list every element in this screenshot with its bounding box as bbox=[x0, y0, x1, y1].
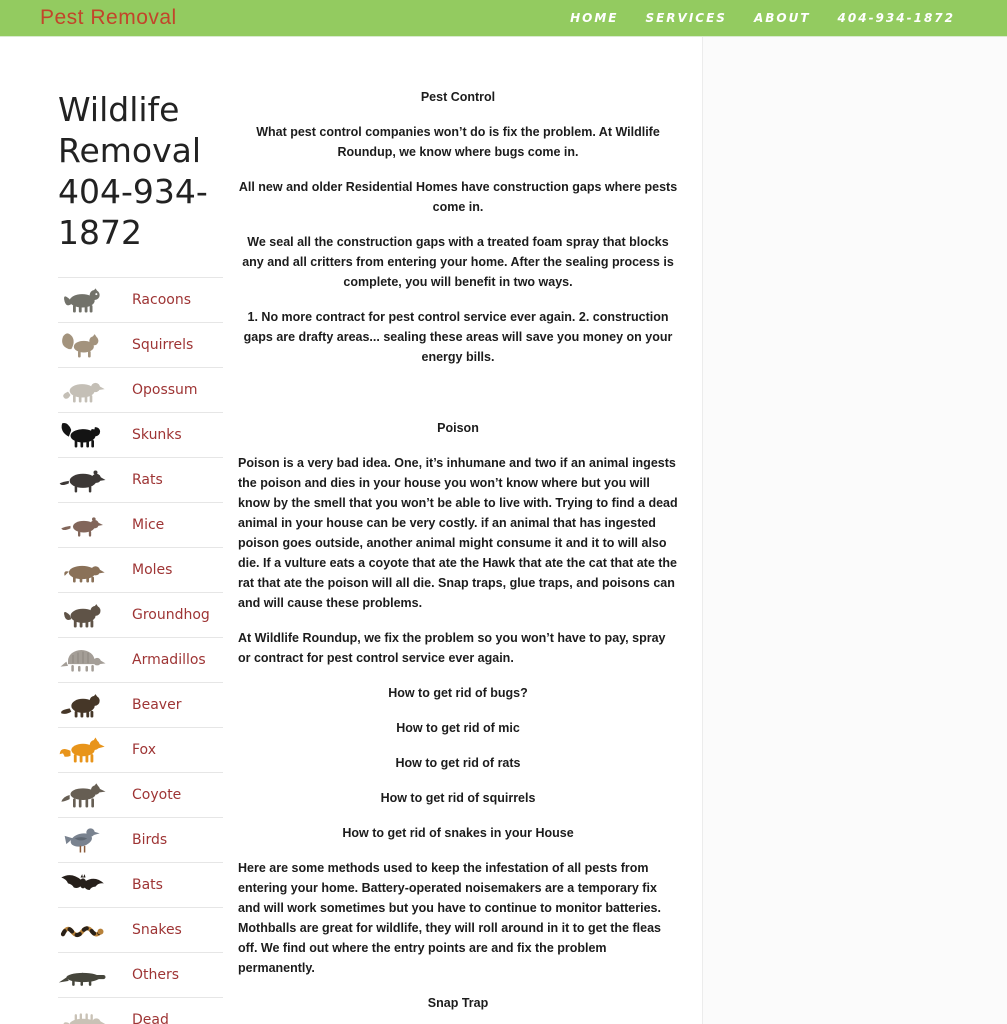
how-to-line-rats: How to get rid of rats bbox=[395, 756, 521, 770]
sidebar-item-armadillos[interactable] bbox=[58, 638, 223, 683]
sidebar-item-moles[interactable] bbox=[58, 548, 223, 593]
paragraph-poison: Poison is a very bad idea. One, it’s inhumane and two if an animal ingests the poison and dies in your house you won’t know where but you will know by the smell that you won’t be able to live with. Trying to find a dead animal in your house can be very costly. if an animal that has ingested poison goes outside, another animal might consume it and it to will also die. If a vulture eats a coyote that ate the Hawk that ate the cat that ate the rat that ate the poison will all die. Snap traps, glue traps, and poisons can and will cause these problems. bbox=[238, 456, 678, 610]
nav-about[interactable]: ABOUT bbox=[753, 11, 811, 25]
dead-animal-image bbox=[58, 1005, 108, 1024]
sidebar-item-label: Others bbox=[132, 967, 180, 983]
sidebar-item-label: Rats bbox=[132, 472, 163, 488]
heading-snap-trap: Snap Trap bbox=[427, 996, 489, 1010]
opossum-image bbox=[58, 375, 108, 405]
beaver-image bbox=[58, 690, 108, 720]
sidebar-item-label: Armadillos bbox=[132, 652, 206, 668]
heading-pest-control: Pest Control bbox=[420, 90, 496, 104]
how-to-line-bugs: How to get rid of bugs? bbox=[388, 686, 528, 700]
nav-services[interactable]: SERVICES bbox=[645, 11, 727, 25]
fox-image bbox=[58, 735, 108, 765]
sidebar-item-groundhog[interactable] bbox=[58, 593, 223, 638]
paragraph-wildlife-roundup: At Wildlife Roundup, we fix the problem so you won’t have to pay, spray or contract for pest control service ever again. bbox=[238, 631, 666, 665]
sidebar-item-coyote[interactable] bbox=[58, 773, 223, 818]
squirrel-image bbox=[58, 330, 108, 360]
sidebar-title: Wildlife Removal 404-934-1872 bbox=[58, 90, 208, 252]
sidebar-item-beaver[interactable] bbox=[58, 683, 223, 728]
rat-image bbox=[58, 465, 108, 495]
how-to-line-snakes: How to get rid of snakes in your House bbox=[342, 826, 574, 840]
sidebar-item-label: Fox bbox=[132, 742, 156, 758]
pigeon-image bbox=[58, 825, 108, 855]
sidebar-item-label: Opossum bbox=[132, 382, 198, 398]
coyote-image bbox=[58, 780, 108, 810]
nav-phone-number[interactable]: 404-934-1872 bbox=[837, 11, 955, 25]
alligator-image bbox=[58, 960, 108, 990]
sidebar-item-label: Coyote bbox=[132, 787, 182, 803]
sidebar bbox=[58, 37, 223, 1024]
mole-image bbox=[58, 555, 108, 585]
sidebar-item-birds[interactable] bbox=[58, 818, 223, 863]
sidebar-item-others[interactable] bbox=[58, 953, 223, 998]
nav-home[interactable]: HOME bbox=[570, 11, 619, 25]
sidebar-item-rats[interactable] bbox=[58, 458, 223, 503]
skunk-image bbox=[58, 420, 108, 450]
sidebar-item-label: Groundhog bbox=[132, 607, 210, 623]
sidebar-item-label: Beaver bbox=[132, 697, 182, 713]
how-to-line-mice: How to get rid of mic bbox=[396, 721, 520, 735]
sidebar-item-label: Mice bbox=[132, 517, 165, 533]
paragraph-pest-control-1: What pest control companies won’t do is fix the problem. At Wildlife Roundup, we know where bugs come in. bbox=[256, 125, 660, 159]
bat-image bbox=[58, 870, 108, 900]
snake-image bbox=[58, 915, 108, 945]
paragraph-pest-control-4: 1. No more contract for pest control service ever again. 2. construction gaps are drafty areas... sealing these areas will save you money on your energy bills. bbox=[243, 310, 673, 364]
sidebar-item-dead[interactable] bbox=[58, 998, 223, 1024]
header-bar bbox=[0, 0, 1007, 37]
sidebar-item-opossum[interactable] bbox=[58, 368, 223, 413]
paragraph-pest-control-2: All new and older Residential Homes have construction gaps where pests come in. bbox=[238, 180, 678, 214]
armadillo-image bbox=[58, 645, 108, 675]
sidebar-item-fox[interactable] bbox=[58, 728, 223, 773]
main-content bbox=[238, 37, 678, 1024]
heading-poison: Poison bbox=[437, 421, 479, 435]
animal-list bbox=[58, 277, 223, 1024]
mouse-image bbox=[58, 510, 108, 540]
racoon-image bbox=[58, 285, 108, 315]
paragraph-methods: Here are some methods used to keep the infestation of all pests from entering your home. Battery-operated noisemakers are a temporary fix and will work sometimes but you have to continue to monitor batteries. Mothballs are great for wildlife, they will roll around in it to get the fleas off. We find out where the entry points are and fix the problem permanently. bbox=[238, 861, 661, 975]
how-to-line-squirrels: How to get rid of squirrels bbox=[380, 791, 536, 805]
sidebar-item-label: Dead bbox=[132, 1012, 169, 1024]
paragraph-pest-control-3: We seal all the construction gaps with a treated foam spray that blocks any and all critters from entering your home. After the sealing process is complete, you will benefit in two ways. bbox=[242, 235, 674, 289]
sidebar-item-label: Bats bbox=[132, 877, 163, 893]
main-nav bbox=[570, 11, 955, 25]
sidebar-item-label: Snakes bbox=[132, 922, 182, 938]
sidebar-item-bats[interactable] bbox=[58, 863, 223, 908]
sidebar-item-label: Racoons bbox=[132, 292, 191, 308]
sidebar-item-snakes[interactable] bbox=[58, 908, 223, 953]
sidebar-item-label: Moles bbox=[132, 562, 173, 578]
sidebar-item-mice[interactable] bbox=[58, 503, 223, 548]
site-logo[interactable]: Pest Removal bbox=[40, 6, 177, 29]
groundhog-image bbox=[58, 600, 108, 630]
sidebar-item-label: Squirrels bbox=[132, 337, 194, 353]
sidebar-item-skunks[interactable] bbox=[58, 413, 223, 458]
sidebar-item-squirrels[interactable] bbox=[58, 323, 223, 368]
sidebar-item-racoons[interactable] bbox=[58, 278, 223, 323]
sidebar-item-label: Birds bbox=[132, 832, 168, 848]
content-area bbox=[0, 37, 703, 1024]
sidebar-item-label: Skunks bbox=[132, 427, 182, 443]
